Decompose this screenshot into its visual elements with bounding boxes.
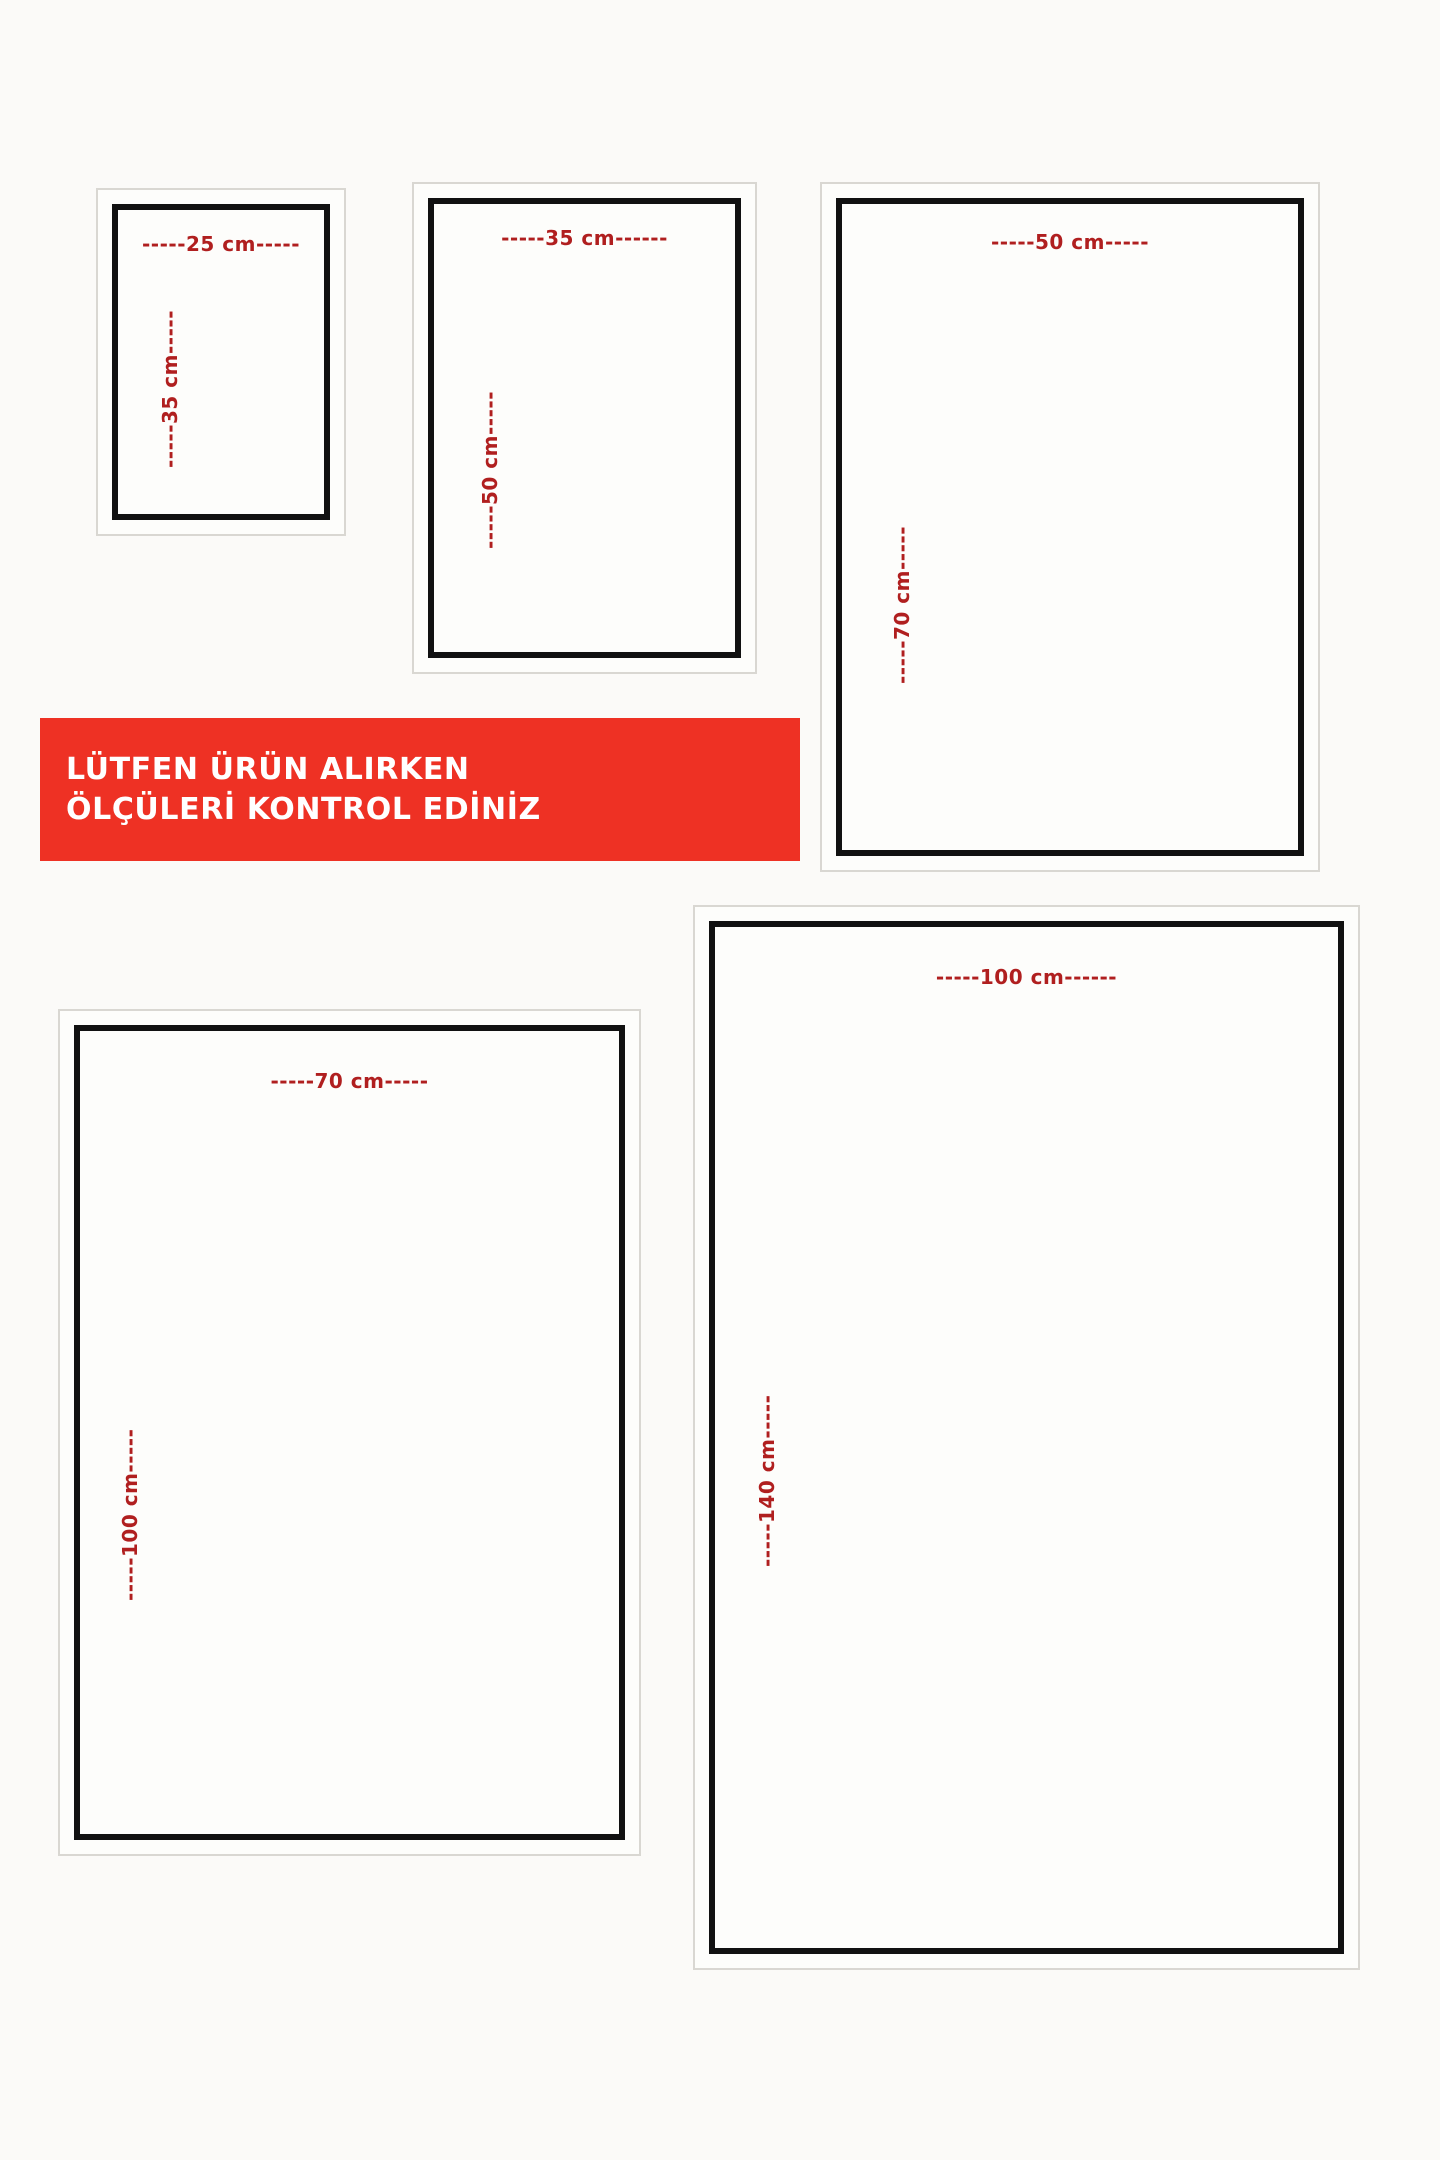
width-label-100x140: -----100 cm------ — [935, 965, 1118, 989]
frame-inner-50x70 — [836, 198, 1304, 856]
frame-70x100 — [58, 1009, 641, 1856]
frame-100x140 — [693, 905, 1360, 1970]
width-label-70x100: -----70 cm----- — [270, 1069, 429, 1093]
frame-50x70 — [820, 182, 1320, 872]
height-label-25x35: -----35 cm----- — [158, 310, 182, 468]
width-label-50x70: -----50 cm----- — [991, 230, 1149, 254]
width-label-35x50: -----35 cm------ — [501, 226, 668, 250]
height-label-50x70: -----70 cm----- — [890, 526, 914, 684]
frame-inner-35x50 — [428, 198, 741, 658]
frame-35x50 — [412, 182, 757, 674]
height-label-70x100: -----100 cm----- — [118, 1428, 142, 1601]
size-check-notice — [40, 718, 800, 861]
frame-inner-100x140 — [709, 921, 1344, 1954]
height-label-100x140: -----140 cm----- — [755, 1394, 779, 1567]
height-label-35x50: -----50 cm----- — [478, 391, 502, 549]
frame-inner-25x35 — [112, 204, 330, 520]
width-label-25x35: -----25 cm----- — [142, 232, 300, 256]
notice-line-1: LÜTFEN ÜRÜN ALIRKEN — [66, 751, 470, 787]
frame-25x35 — [96, 188, 346, 536]
frame-inner-70x100 — [74, 1025, 625, 1840]
notice-line-2: ÖLÇÜLERİ KONTROL EDİNİZ — [66, 791, 541, 827]
